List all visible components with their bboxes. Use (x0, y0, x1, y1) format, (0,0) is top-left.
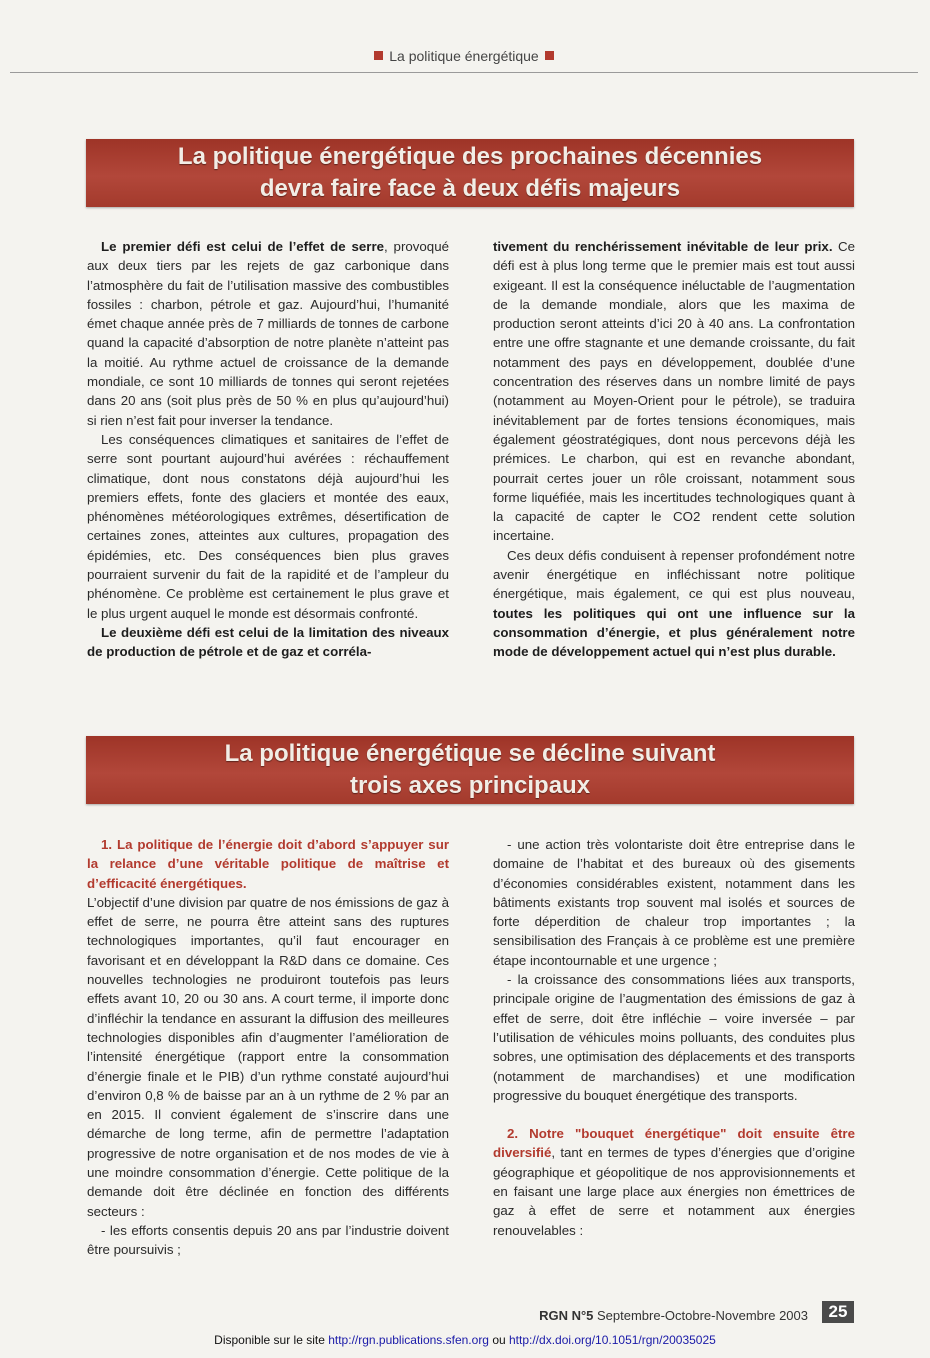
page-footer (0, 1300, 930, 1330)
banner-line-1: La politique énergétique se décline suivant (224, 740, 716, 767)
paragraph: tivement du renchérissement inévitable de leur prix. Ce défi est à plus long terme que le premier mais est tout aussi exigeant. Il est la conséquence inéluctable de l’augmentation de la demande mondiale, alors que les maxima de production seront atteints d’ici 20 à 40 ans. La confrontation entre une offre stagnante et une demande croissante, du fait notamment des pays en développement, doublée d’une concentration des réserves dans un nombre limité de pays (notamment au Moyen-Orient pour le pétrole), se traduira inévitablement par de fortes tensions économiques, mais également géostratégiques, dont nous percevons déjà les prémices. Le charbon, qui est en revanche abondant, pourrait certes jouer un rôle croissant, notamment sous forme liquéfiée, mais les incertitudes technologiques quant à la capacité de capter le CO2 rendent cette solution incertaine. (493, 239, 855, 544)
banner-line-2: trois axes principaux (349, 772, 591, 799)
running-header (10, 48, 918, 73)
section-banner-axes (86, 736, 854, 804)
spacer (493, 1105, 855, 1124)
square-bullet-icon (545, 51, 554, 60)
availability-line: Disponible sur le site http://rgn.publications.sfen.org ou http://dx.doi.org/10.1051/rgn/20035025 (214, 1333, 716, 1347)
section-banner-challenges (86, 139, 854, 207)
banner-line-2: devra faire face à deux défis majeurs (259, 175, 681, 202)
paragraph: Le deuxième défi est celui de la limitation des niveaux de production de pétrole et de gaz et corréla- (87, 624, 449, 660)
axes-right-column (493, 835, 855, 1240)
paragraph: - la croissance des consommations liées aux transports, principale origine de l’augmentation des émissions de gaz à effet de serre, doit être infléchie – voire inversée – par l’utilisation de véhicules moins polluants, des conduites plus sobres, une optimisation des déplacements et des transports (notamment de marchandises) et une modification progressive du bouquet énergétique des transports. (493, 972, 855, 1103)
paragraph: - une action très volontariste doit être entreprise dans le domaine de l’habitat et des bureaux où des gisements d’économies considérables existent, notamment dans les bâtiments existants trop souvent mal isolés et sources de forte déperdition de chaleur trop importantes ; la sensibilisation des Français à ce problème est une première étape incontournable et une urgence ; (493, 837, 855, 968)
bold-lead: Le premier défi est celui de l’effet de serre (101, 239, 385, 254)
challenges-right-column (493, 237, 855, 662)
page-number: 25 (822, 1301, 854, 1323)
paragraph: Le premier défi est celui de l’effet de serre, provoqué aux deux tiers par les rejets de gaz carbonique dans l’atmosphère du fait de l’utilisation massive des combustibles fossiles : charbon, pétrole et gaz. Aujourd’hui, l’humanité émet chaque année près de 7 milliards de tonnes de carbone quand la capacité d’absorption de notre planète n’atteint pas la moitié. Au rythme actuel de croissance de la demande mondiale, ce sont 10 milliards de tonnes qui seront rejetées dans 20 ans (soit plus près de 50 % en plus qu’aujourd’hui) si rien n’est fait pour inverser la tendance. (87, 239, 449, 428)
square-bullet-icon (374, 51, 383, 60)
challenges-left-column (87, 237, 449, 662)
doi-link[interactable]: http://dx.doi.org/10.1051/rgn/20035025 (509, 1333, 716, 1347)
publisher-link[interactable]: http://rgn.publications.sfen.org (328, 1333, 489, 1347)
banner-line-1: La politique énergétique des prochaines décennies (177, 143, 763, 170)
running-title: La politique énergétique (389, 48, 539, 64)
subheading-2: 2. Notre "bouquet énergétique" doit ensuite être diversifié (493, 1126, 855, 1161)
axes-left-column (87, 835, 449, 1260)
paragraph: 2. Notre "bouquet énergétique" doit ensuite être diversifié, tant en termes de types d’énergies que d’origine géographique et géopolitique de nos approvisionnements et en faisant une large place aux énergies non émettrices de gaz à effet de serre et notamment aux énergies renouvelables : (493, 1126, 855, 1238)
paragraph: Ces deux défis conduisent à repenser profondément notre avenir énergétique en infléchissant notre politique énergétique, mais également, ce qui est plus nouveau, toutes les politiques qui ont une influence sur la consommation d’énergie, et plus généralement notre mode de développement actuel qui n’est plus durable. (493, 547, 855, 660)
paragraph: Les conséquences climatiques et sanitaires de l’effet de serre sont pourtant aujourd’hui avérées : réchauffement climatique, dont nous constatons déjà aujourd’hui les premiers effets, fonte des glaciers et montée des eaux, phénomènes météorologiques extrêmes, désertification de certaines zones, atteintes aux cultures, propagation des épidémies, etc. Des conséquences bien plus graves pourraient survenir du fait de la rapidité et de l’ampleur du phénomène. Ce problème est certainement le plus grave et le plus urgent auquel le monde est désormais confronté. (87, 431, 449, 621)
issue-info: RGN N°5 Septembre-Octobre-Novembre 2003 (539, 1308, 808, 1323)
paragraph: - les efforts consentis depuis 20 ans par l’industrie doivent être poursuivis ; (87, 1222, 449, 1258)
subheading-1: 1. La politique de l’énergie doit d’abord s’appuyer sur la relance d’une véritable politique de maîtrise et d’efficacité énergétiques. (87, 837, 449, 891)
paragraph: L’objectif d’une division par quatre de nos émissions de gaz à effet de serre, ne pourra être atteint sans des ruptures technologiques importantes, qu’il faut encourager en favorisant et en développant la R&D dans ce domaine. Ces nouvelles technologies ne produiront toutefois pas leurs effets avant 10, 20 ou 30 ans. A court terme, il importe donc d’infléchir la tendance en assurant la diffusion des meilleures technologies disponibles afin d’augmenter l’amélioration de l’intensité énergétique (rapport entre la consommation d’énergie finale et le PIB) d’un rythme constaté aujourd’hui d’environ 0,8 % de baisse par an à un rythme de 2 % par an en 2015. Il convient également de s’inscrire dans une démarche de long terme, afin de permettre l’adaptation progressive de notre organisation et de nos modes de vie à une moindre consommation d’énergie. Cette politique de la demande doit être déclinée en fonction des différents secteurs : (87, 894, 449, 1219)
